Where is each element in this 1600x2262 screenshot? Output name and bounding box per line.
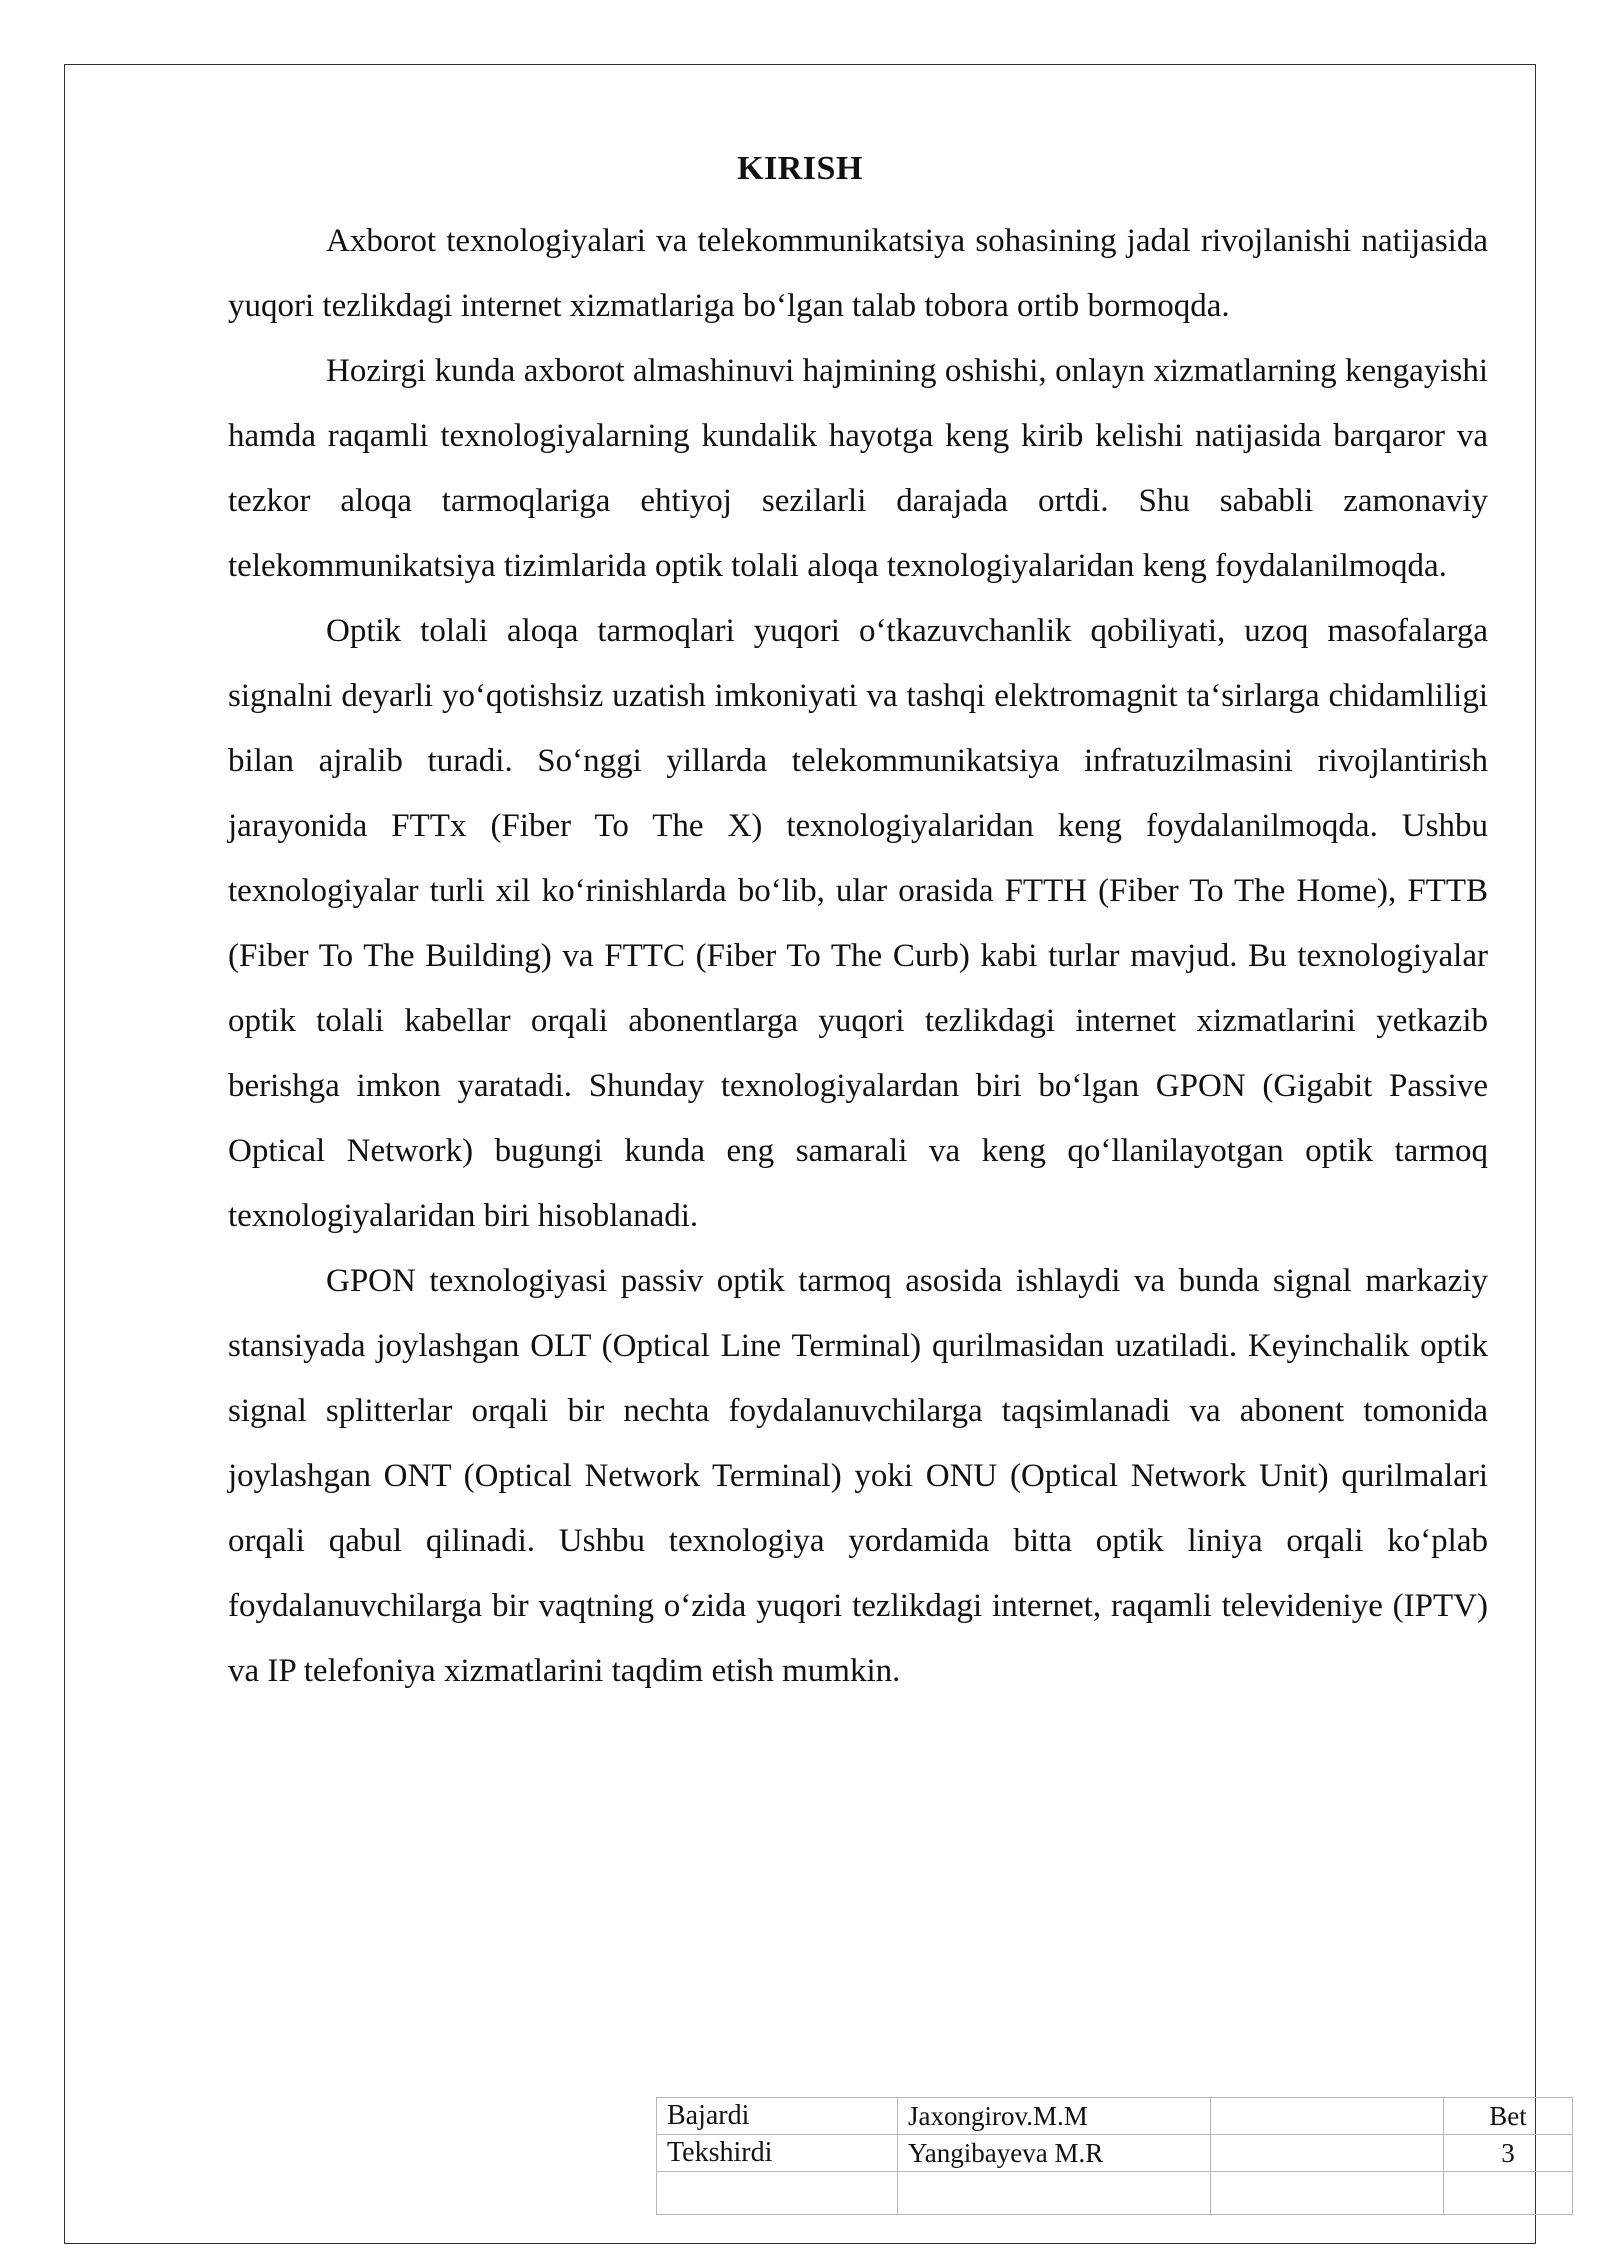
section-title: KIRISH	[737, 150, 863, 187]
paragraph: GPON texnologiyasi passiv optik tarmoq asosida ishlaydi va bunda signal markaziy stansiyada joylashgan OLT (Optical Line Terminal) qurilmasidan uzatiladi. Keyinchalik optik signal splitterlar orqali bir nechta foydalanuvchilarga taqsimlanadi va abonent tomonida joylashgan ONT (Optical Network Terminal) yoki ONU (Optical Network Unit) qurilmalari orqali qabul qilinadi. Ushbu texnologiya yordamida bitta optik liniya orqali ko‘plab foydalanuvchilarga bir vaqtning o‘zida yuqori tezlikdagi internet, raqamli televideniye (IPTV) va IP telefoniya xizmatlarini taqdim etish mumkin.	[228, 1263, 1488, 1689]
checked-name: Yangibayeva M.R	[898, 2135, 1211, 2172]
stamp-row	[657, 2135, 1573, 2172]
page-label: Bet	[1444, 2098, 1573, 2135]
stamp-empty-cell	[1211, 2098, 1444, 2135]
stamp-empty-cell	[657, 2172, 898, 2215]
stamp-empty-cell	[898, 2172, 1211, 2215]
checked-label: Tekshirdi	[657, 2135, 898, 2172]
paragraph: Optik tolali aloqa tarmoqlari yuqori o‘tkazuvchanlik qobiliyati, uzoq masofalarga signalni deyarli yo‘qotishsiz uzatish imkoniyati va tashqi elektromagnit ta‘sirlarga chidamliligi bilan ajralib turadi. So‘nggi yillarda telekommunikatsiya infratuzilmasini rivojlantirish jarayonida FTTx (Fiber To The X) texnologiyalaridan keng foydalanilmoqda. Ushbu texnologiyalar turli xil ko‘rinishlarda bo‘lib, ular orasida FTTH (Fiber To The Home), FTTB (Fiber To The Building) va FTTC (Fiber To The Curb) kabi turlar mavjud. Bu texnologiyalar optik tolali kabellar orqali abonentlarga yuqori tezlikdagi internet xizmatlarini yetkazib berishga imkon yaratadi. Shunday texnologiyalardan biri bo‘lgan GPON (Gigabit Passive Optical Network) bugungi kunda eng samarali va keng qo‘llanilayotgan optik tarmoq texnologiyalaridan biri hisoblanadi.	[228, 613, 1488, 1234]
stamp-empty-cell	[1211, 2135, 1444, 2172]
performed-label: Bajardi	[657, 2098, 898, 2135]
paragraph: Axborot texnologiyalari va telekommunikatsiya sohasining jadal rivojlanishi natijasida yuqori tezlikdagi internet xizmatlariga bo‘lgan talab tobora ortib bormoqda.	[228, 223, 1488, 324]
performed-name: Jaxongirov.M.M	[898, 2098, 1211, 2135]
title-block-stamp	[656, 2097, 1573, 2215]
stamp-empty-cell	[1444, 2172, 1573, 2215]
document-body	[228, 209, 1488, 1704]
stamp-empty-cell	[1211, 2172, 1444, 2215]
paragraph: Hozirgi kunda axborot almashinuvi hajmining oshishi, onlayn xizmatlarning kengayishi hamda raqamli texnologiyalarning kundalik hayotga keng kirib kelishi natijasida barqaror va tezkor aloqa tarmoqlariga ehtiyoj sezilarli darajada ortdi. Shu sababli zamonaviy telekommunikatsiya tizimlarida optik tolali aloqa texnologiyalaridan keng foydalanilmoqda.	[228, 353, 1488, 584]
stamp-row	[657, 2172, 1573, 2215]
stamp-row	[657, 2098, 1573, 2135]
page-number: 3	[1444, 2135, 1573, 2172]
